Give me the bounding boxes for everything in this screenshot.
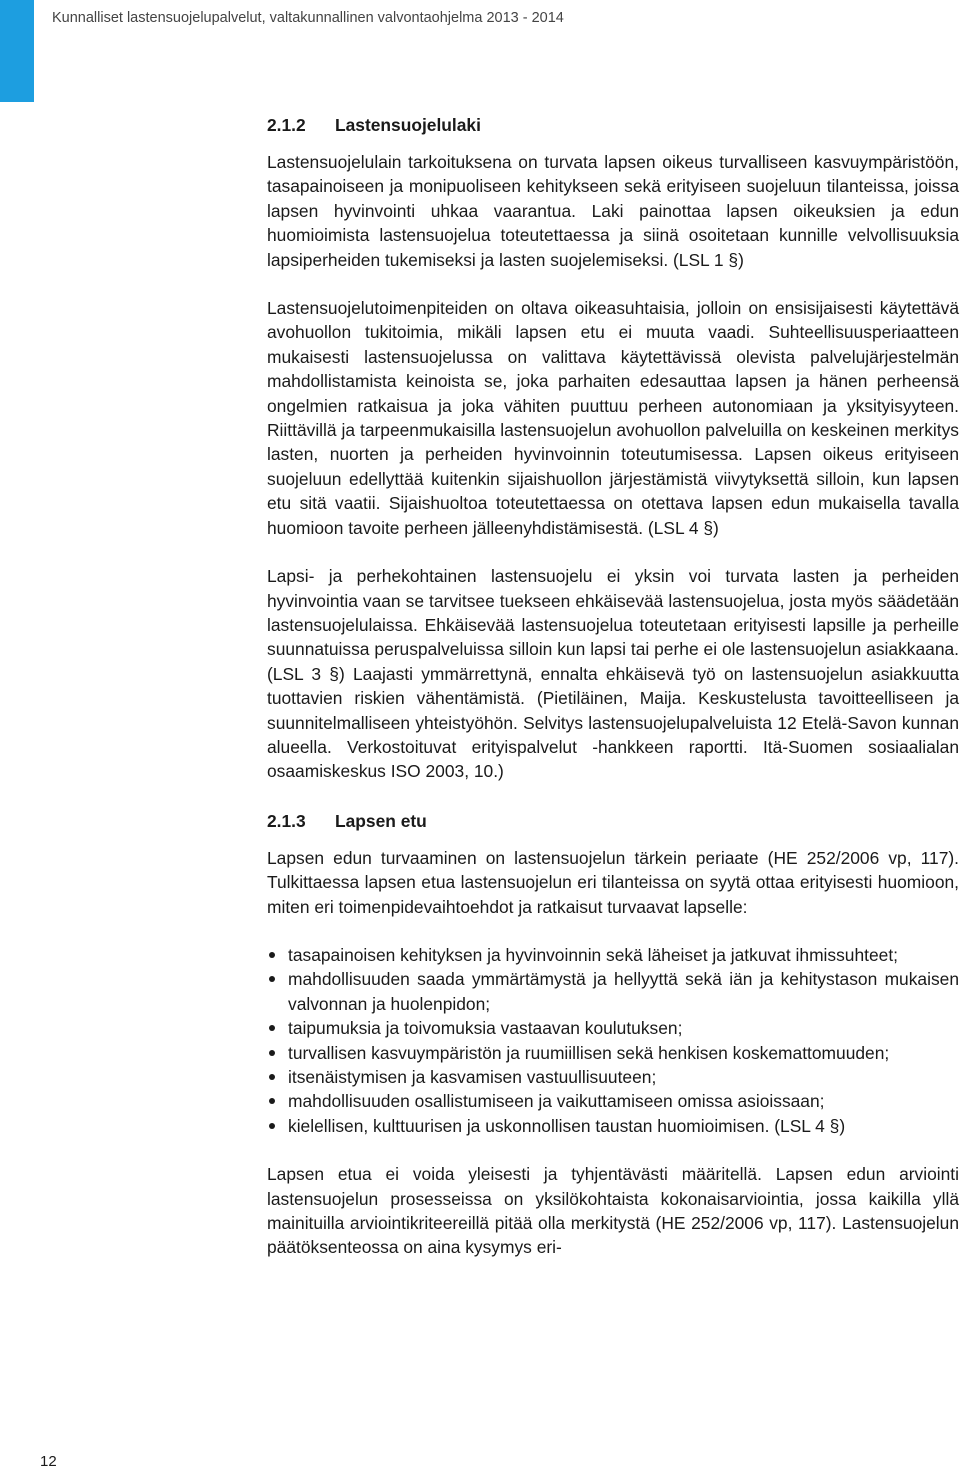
paragraph: Lapsen edun turvaaminen on lastensuojelun tärkein periaate (HE 252/2006 vp, 117). Tulkittaessa lapsen etua lastensuojelun eri tilanteissa on syytä ottaa erityisesti huomioon, miten eri toimenpidevaihtoehdot ja ratkaisut turvaavat lapselle:: [267, 847, 959, 917]
list-item: itsenäistymisen ja kasvamisen vastuullisuuteen;: [267, 1065, 959, 1089]
page-number: 12: [40, 1453, 57, 1470]
section-number: 2.1.2: [267, 115, 306, 135]
list-item: tasapainoisen kehityksen ja hyvinvoinnin sekä läheiset ja jatkuvat ihmissuhteet;: [267, 943, 959, 967]
list-item: turvallisen kasvuympäristön ja ruumiillisen sekä henkisen koskemattomuuden;: [267, 1041, 959, 1065]
running-header: Kunnalliset lastensuojelupalvelut, valtakunnallinen valvontaohjelma 2013 - 2014: [52, 10, 564, 26]
paragraph: Lastensuojelutoimenpiteiden on oltava oikeasuhtaisia, jolloin on ensisijaisesti käytettävä avohuollon tukitoimia, mikäli lapsen etu ei muuta vaadi. Suhteellisuusperiaatteen mukaisesti lastensuojelussa on valittava käytettävissä olevista palvelujärjestelmän mahdollistamista keinoista se, joka parhaiten edesauttaa lapsen ja hänen perheensä ongelmien ratkaisua ja joka vähiten puuttuu perheen autonomiaan ja yksityisyyteen. Riittävillä ja tarpeenmukaisilla lastensuojelun avohuollon palveluilla on keskeinen merkitys lasten, nuorten ja perheiden hyvinvoinnin toteutumisessa. Lapsen oikeus erityiseen suojeluun edellyttää kuitenkin sijaishuollon järjestämistä viivytyksettä silloin, kun lapsen etu sitä vaatii. Sijaishuoltoa toteutettaessa on otettava lapsen edun mukaisella tavalla huomioon tavoite perheen jälleenyhdistämisestä. (LSL 4 §): [267, 298, 959, 538]
list-item: kielellisen, kulttuurisen ja uskonnollisen taustan huomioimisen. (LSL 4 §): [267, 1114, 959, 1138]
bullet-list: [267, 943, 959, 1138]
section-title: Lapsen etu: [335, 810, 427, 831]
list-item: mahdollisuuden osallistumiseen ja vaikuttamiseen omissa asioissaan;: [267, 1089, 959, 1113]
section-number: 2.1.3: [267, 810, 306, 831]
paragraph: Lastensuojelulain tarkoituksena on turvata lapsen oikeus turvalliseen kasvuympäristöön, tasapainoiseen ja monipuoliseen kehitykseen sekä erityiseen suojeluun tilanteissa, joissa lapsen hyvinvointi uhkaa vaarantua. Laki painottaa lapsen oikeuksien ja edun huomioimista lastensuojelua toteutettaessa ja siinä osoitetaan kunnille velvollisuuksia lapsiperheiden tukemiseksi ja lasten suojelemiseksi. (LSL 1 §): [267, 152, 959, 270]
list-item: mahdollisuuden saada ymmärtämystä ja hellyyttä sekä iän ja kehitystason mukaisen valvonnan ja huolenpidon;: [267, 967, 959, 1016]
paragraph: Lapsen etua ei voida yleisesti ja tyhjentävästi määritellä. Lapsen edun arviointi lastensuojelun prosesseissa on yksilökohtaista kokonaisarviointia, jossa kaikilla yllä mainituilla arviointikriteereillä pitää olla merkitystä (HE 252/2006 vp, 117). Lastensuojelun päätöksenteossa on aina kysymys eri-: [267, 1164, 959, 1258]
list-item: taipumuksia ja toivomuksia vastaavan koulutuksen;: [267, 1016, 959, 1040]
header-accent-block: [0, 0, 34, 102]
paragraph: Lapsi- ja perhekohtainen lastensuojelu ei yksin voi turvata lasten ja perheiden hyvinvointia vaan se tarvitsee tuekseen ehkäisevää lastensuojelua, josta myös säädetään lastensuojelulaissa. Ehkäisevää lastensuojelua toteutetaan erityisesti lapsille ja perheille suunnatuissa peruspalveluissa silloin kun lapsi tai perhe ei ole lastensuojelun asiakkaana. (LSL 3 §) Laajasti ymmärrettynä, ennalta ehkäisevä työ on lastensuojelun asiakkuutta tuottavien riskien vähentämistä. (Pietiläinen, Maija. Keskustelusta tavoitteelliseen ja suunnitelmalliseen yhteistyöhön. Selvitys lastensuojelupalveluista 12 Etelä-Savon kunnan alueella. Verkostoituvat erityispalvelut -hankkeen raportti. Itä-Suomen sosiaalialan osaamiskeskus ISO 2003, 10.): [267, 566, 959, 782]
section-heading-2-1-2: [267, 112, 959, 138]
main-content: [267, 112, 959, 1260]
section-title: Lastensuojelulaki: [335, 115, 481, 135]
section-heading-2-1-3: [267, 808, 959, 834]
